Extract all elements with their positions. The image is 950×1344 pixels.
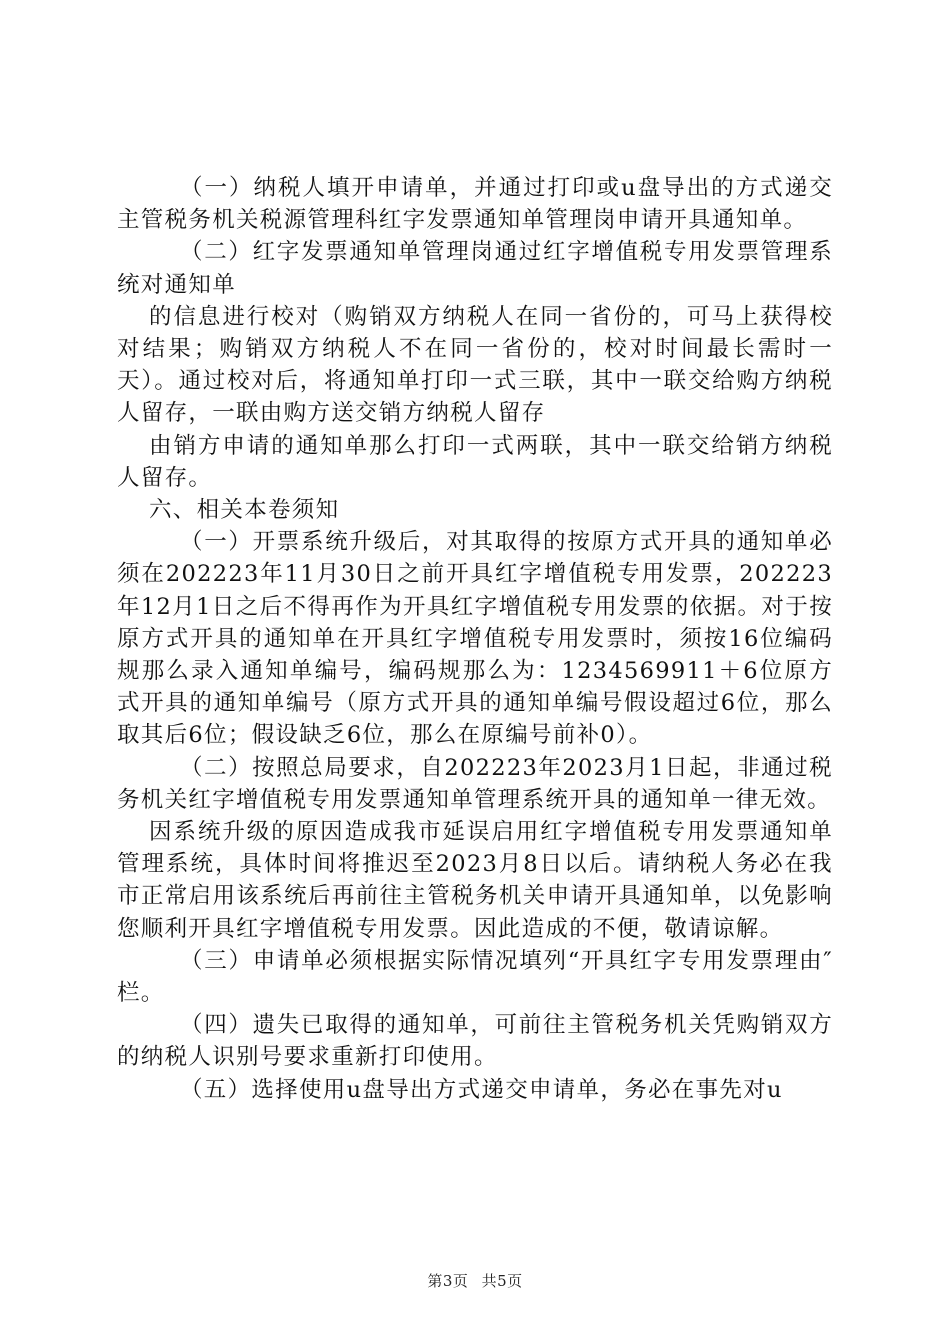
- paragraph-apply-step-1: （一）纳税人填开申请单，并通过打印或u盘导出的方式递交主管税务机关税源管理科红字发票通知单管理岗申请开具通知单。: [117, 175, 833, 234]
- paragraph-note-2: （二）按照总局要求，自202223年2023月1日起，非通过税务机关红字增值税专用发票通知单管理系统开具的通知单一律无效。: [117, 754, 833, 813]
- paragraph-note-5: （五）选择使用u盘导出方式递交申请单，务必在事先对u: [180, 1076, 783, 1103]
- paragraph-delay-notice: 因系统升级的原因造成我市延误启用红字增值税专用发票通知单管理系统，具体时间将推迟至2023月8日以后。请纳税人务必在我市正常启用该系统后再前往主管税务机关申请开具通知单，以免影响您顺利开具红字增值税专用发票。因此造成的不便，敬请谅解。: [117, 819, 833, 942]
- paragraph-note-3: （三）申请单必须根据实际情况填列“开具红字专用发票理由″栏。: [117, 947, 833, 1007]
- paragraph-verification: 的信息进行校对（购销双方纳税人在同一省份的，可马上获得校对结果；购销双方纳税人不在同一省份的，校对时间最长需时一天）。通过校对后，将通知单打印一式三联，其中一联交给购方纳税人留存，一联由购方送交销方纳税人留存: [117, 303, 833, 427]
- section-heading-notes: 六、相关本卷须知: [149, 497, 340, 524]
- paragraph-apply-step-2: （二）红字发票通知单管理岗通过红字增值税专用发票管理系统对通知单: [117, 239, 833, 298]
- page-total: 共5页: [481, 1272, 523, 1290]
- page-number: 第3页: [427, 1272, 469, 1290]
- paragraph-note-4: （四）遗失已取得的通知单，可前往主管税务机关凭购销双方的纳税人识别号要求重新打印使用。: [117, 1012, 833, 1071]
- page-footer: [0, 1270, 950, 1291]
- paragraph-note-1: （一）开票系统升级后，对其取得的按原方式开具的通知单必须在202223年11月30日之前开具红字增值税专用发票，202223年12月1日之后不得再作为开具红字增值税专用发票的依据。对于按原方式开具的通知单在开具红字增值税专用发票时，须按16位编码规那么录入通知单编号，编码规那么为：1234569911＋6位原方式开具的通知单编号（原方式开具的通知单编号假设超过6位，那么取其后6位；假设缺乏6位，那么在原编号前补0）。: [117, 529, 833, 749]
- paragraph-seller-copies: 由销方申请的通知单那么打印一式两联，其中一联交给销方纳税人留存。: [117, 432, 833, 491]
- document-body: [117, 172, 833, 1106]
